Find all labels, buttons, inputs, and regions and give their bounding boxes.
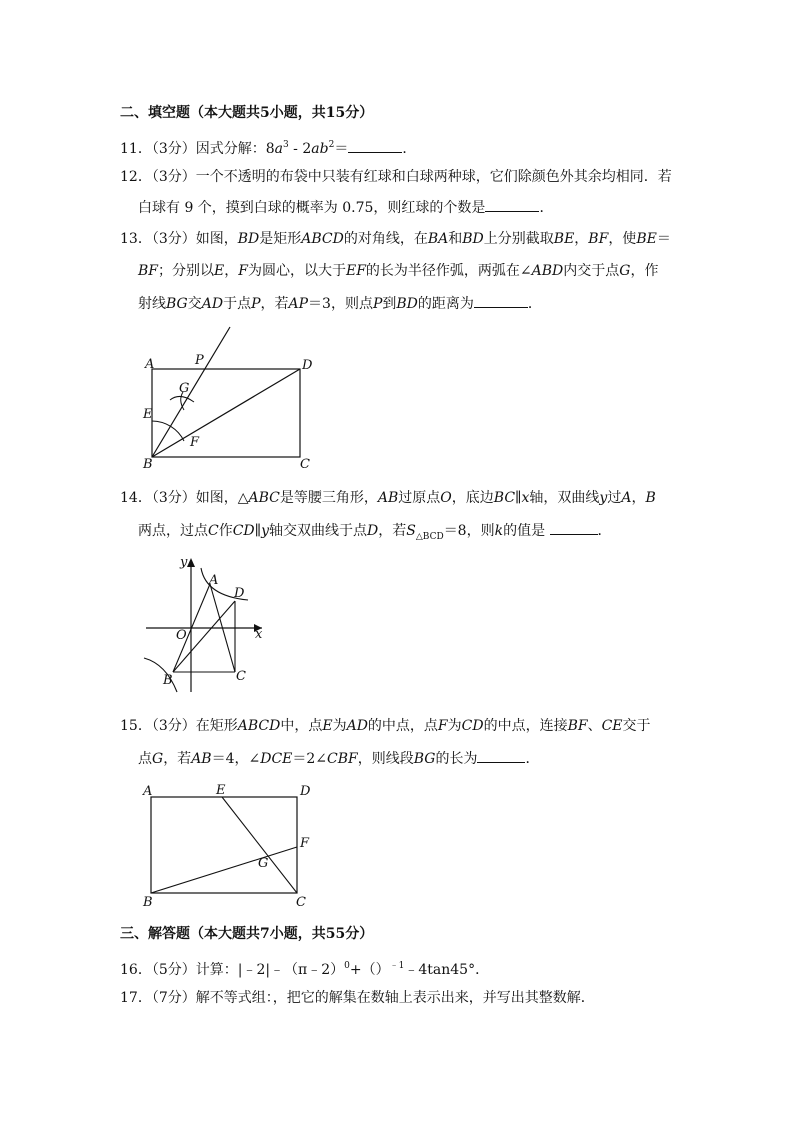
q15-label: D xyxy=(300,784,311,799)
q13-abcd: ABCD xyxy=(301,231,344,247)
q13-f: F xyxy=(238,263,248,279)
q14-x: x xyxy=(521,490,530,506)
q14-y-arrow xyxy=(187,558,195,567)
q15-t6: 的中点，连接 xyxy=(483,718,568,734)
q13-bd: BD xyxy=(237,231,260,247)
q13-ad: AD xyxy=(201,296,224,312)
question-15-line1 xyxy=(120,717,651,735)
q15-cbf: CBF xyxy=(327,751,358,767)
q14-label: B xyxy=(163,673,173,688)
q11-var-a: a xyxy=(274,141,283,157)
q14-t8: ， xyxy=(631,490,646,506)
q11-answer-blank[interactable] xyxy=(348,139,402,153)
q15-period: ． xyxy=(525,751,540,767)
q15-label: G xyxy=(258,856,269,871)
q14-k: k xyxy=(494,523,504,539)
q13-t20: 的距离为 xyxy=(417,296,474,312)
q15-t11: ＝4，∠ xyxy=(211,751,261,767)
q13-ap: AP xyxy=(288,296,309,312)
q15-t7: 、 xyxy=(587,718,602,734)
q14-t5: ∥ xyxy=(515,490,522,506)
q14-bc: BC xyxy=(493,490,516,506)
section-heading-fill-blank: 二、填空题（本大题共5小题，共15分） xyxy=(120,105,374,121)
question-13-line1 xyxy=(120,230,671,248)
q13-t3: 的对角线，在 xyxy=(343,231,428,247)
q11-exp3: 3 xyxy=(283,140,289,150)
q15-t9: 点 xyxy=(138,751,152,767)
q15-t14: 的长为 xyxy=(435,751,478,767)
q13-t16: 于点 xyxy=(223,296,252,312)
q15-g: G xyxy=(152,751,164,767)
q13-t6: ，使 xyxy=(608,231,637,247)
q13-t15: 交 xyxy=(187,296,202,312)
q14-y2: y xyxy=(261,523,270,539)
q15-rectangle xyxy=(151,797,297,893)
q13-label: C xyxy=(300,457,310,472)
q14-period: ． xyxy=(597,523,612,539)
question-14-line1 xyxy=(120,489,656,507)
q13-be: BE xyxy=(553,231,575,247)
q12-answer-blank[interactable] xyxy=(485,198,539,212)
q14-s: S xyxy=(406,523,416,539)
q16-exp0: 0 xyxy=(344,961,350,971)
q14-t2: 是等腰三角形， xyxy=(279,490,378,506)
q15-t1: 15．（3分）在矩形 xyxy=(120,718,238,734)
q13-t11: 的长为半径作弧，两弧在∠ xyxy=(365,263,532,279)
q14-label: A xyxy=(209,573,219,588)
q13-be2: BE xyxy=(636,231,657,247)
q15-label: E xyxy=(216,783,226,798)
q12-text: 白球有 9 个，摸到白球的概率为 0.75，则红球的个数是 xyxy=(138,200,486,216)
q11-minus: - 2 xyxy=(288,141,312,157)
q14-t10: 作 xyxy=(218,523,233,539)
q16-t2: +（） xyxy=(349,962,390,978)
q13-comma: ， xyxy=(574,231,589,247)
q15-line-bf xyxy=(151,847,297,893)
q14-t6: 轴，双曲线 xyxy=(529,490,600,506)
q13-t2: 是矩形 xyxy=(259,231,302,247)
q15-dce: DCE xyxy=(260,751,293,767)
q13-label: F xyxy=(190,435,200,450)
q15-e: E xyxy=(322,718,333,734)
q14-answer-blank[interactable] xyxy=(550,521,598,535)
q13-bf: BF xyxy=(588,231,609,247)
q13-ba: BA xyxy=(427,231,449,247)
q13-bf2: BF xyxy=(138,263,159,279)
q15-ad: AD xyxy=(346,718,368,734)
q13-e: E xyxy=(214,263,225,279)
q13-answer-blank[interactable] xyxy=(474,294,528,308)
q13-t1: 13．（3分）如图， xyxy=(120,231,238,247)
q11-equals: ＝ xyxy=(334,141,349,157)
q13-label: E xyxy=(143,407,153,422)
q13-g: G xyxy=(619,263,631,279)
q14-t12: 轴交双曲线于点 xyxy=(269,523,368,539)
q15-answer-blank[interactable] xyxy=(477,749,525,763)
q11-lead: 11．（3分）因式分解：8 xyxy=(120,141,275,157)
q15-t10: ，若 xyxy=(163,751,192,767)
q15-t13: ，则线段 xyxy=(357,751,414,767)
q13-t19: 到 xyxy=(382,296,397,312)
q14-d: D xyxy=(367,523,379,539)
question-13-line2 xyxy=(138,262,658,280)
q14-abc: ABC xyxy=(248,490,280,506)
q14-t7: 过 xyxy=(607,490,622,506)
q15-t3: 为 xyxy=(332,718,347,734)
q13-t7: ＝ xyxy=(656,231,671,247)
q13-t5: 上分别截取 xyxy=(483,231,554,247)
section-heading-solve: 三、解答题（本大题共7小题，共55分） xyxy=(120,926,374,942)
q15-t8: 交于 xyxy=(622,718,651,734)
q16-t1: 16．（5分）计算：|﹣2|﹣（π﹣2） xyxy=(120,962,345,978)
q14-label: O xyxy=(176,628,187,643)
q15-bf: BF xyxy=(567,718,588,734)
q13-label: B xyxy=(143,457,153,472)
q14-s-sub: △BCD xyxy=(415,531,444,542)
q15-label: A xyxy=(143,784,153,799)
q15-cd: CD xyxy=(461,718,484,734)
q13-label: P xyxy=(195,353,204,368)
q15-t4: 的中点，点 xyxy=(367,718,438,734)
q15-t5: 为 xyxy=(447,718,462,734)
q13-period: ． xyxy=(527,296,542,312)
q13-t9: ， xyxy=(224,263,239,279)
q14-label: D xyxy=(234,586,245,601)
q13-bd3: BD xyxy=(396,296,418,312)
q11-var-ab: ab xyxy=(311,141,329,157)
question-13-line3 xyxy=(138,294,542,313)
q14-label: C xyxy=(236,669,246,684)
q14-t4: ，底边 xyxy=(451,490,494,506)
q13-t14: 射线 xyxy=(138,296,166,312)
q14-ab: AB xyxy=(377,490,399,506)
q15-label: F xyxy=(300,836,310,851)
q15-ce: CE xyxy=(601,718,623,734)
q14-label: y xyxy=(180,555,188,570)
q15-figure xyxy=(138,780,323,910)
q15-label: C xyxy=(296,895,306,910)
q13-t13: ，作 xyxy=(630,263,659,279)
q11-period: ． xyxy=(402,141,417,157)
q15-label: B xyxy=(143,895,153,910)
q13-bg: BG xyxy=(166,296,188,312)
q14-y: y xyxy=(599,490,608,506)
q14-t3: 过原点 xyxy=(398,490,441,506)
q13-ef: EF xyxy=(345,263,366,279)
q15-bg: BG xyxy=(413,751,436,767)
q14-a: A xyxy=(621,490,632,506)
q13-arc-g1 xyxy=(170,396,194,402)
q13-figure xyxy=(138,322,328,472)
question-12-line2 xyxy=(138,198,553,217)
q13-t18: ＝3，则点 xyxy=(308,296,373,312)
q14-cd: CD xyxy=(232,523,255,539)
q13-t17: ，若 xyxy=(260,296,289,312)
q16-t3: ﹣4tan45°． xyxy=(404,962,490,978)
question-11 xyxy=(120,136,416,158)
q14-t13: ，若 xyxy=(378,523,407,539)
q14-c: C xyxy=(208,523,219,539)
question-14-line2 xyxy=(138,521,612,546)
q11-exp2: 2 xyxy=(328,140,335,150)
q15-t12: ＝2∠ xyxy=(292,751,328,767)
q13-t4: 和 xyxy=(448,231,463,247)
q14-o: O xyxy=(440,490,452,506)
q12-period: ． xyxy=(539,200,554,216)
q15-line-ce xyxy=(222,797,297,893)
question-12-line1: 12．（3分）一个不透明的布袋中只装有红球和白球两种球，它们除颜色外其余均相同．若 xyxy=(120,169,672,185)
q14-t15: 的值是 xyxy=(503,523,546,539)
q14-t14: ＝8，则 xyxy=(443,523,495,539)
q13-label: G xyxy=(179,381,190,396)
q13-abd: ABD xyxy=(531,263,564,279)
q13-label: D xyxy=(302,358,313,373)
q14-label: x xyxy=(255,627,263,642)
q14-t1: 14．（3分）如图，△ xyxy=(120,490,249,506)
q15-ab: AB xyxy=(191,751,212,767)
q13-label: A xyxy=(145,357,155,372)
q13-p: P xyxy=(251,296,261,312)
question-17: 17．（7分）解不等式组：，把它的解集在数轴上表示出来，并写出其整数解． xyxy=(120,990,595,1006)
question-15-line2 xyxy=(138,749,539,768)
question-16 xyxy=(120,957,489,979)
q13-p2: P xyxy=(372,296,383,312)
q16-expm1: ﹣1 xyxy=(389,961,405,971)
q14-figure xyxy=(140,552,270,694)
q13-t12: 内交于点 xyxy=(563,263,620,279)
q15-t2: 中，点 xyxy=(280,718,323,734)
q14-b: B xyxy=(645,490,656,506)
q15-f: F xyxy=(437,718,448,734)
q13-bd2: BD xyxy=(462,231,484,247)
q13-t8: ；分别以 xyxy=(158,263,215,279)
q15-abcd: ABCD xyxy=(237,718,281,734)
q13-t10: 为圆心，以大于 xyxy=(247,263,346,279)
q14-t11: ∥ xyxy=(254,523,262,539)
q14-t9: 两点，过点 xyxy=(138,523,208,539)
q13-diagonal-bd xyxy=(152,369,300,457)
